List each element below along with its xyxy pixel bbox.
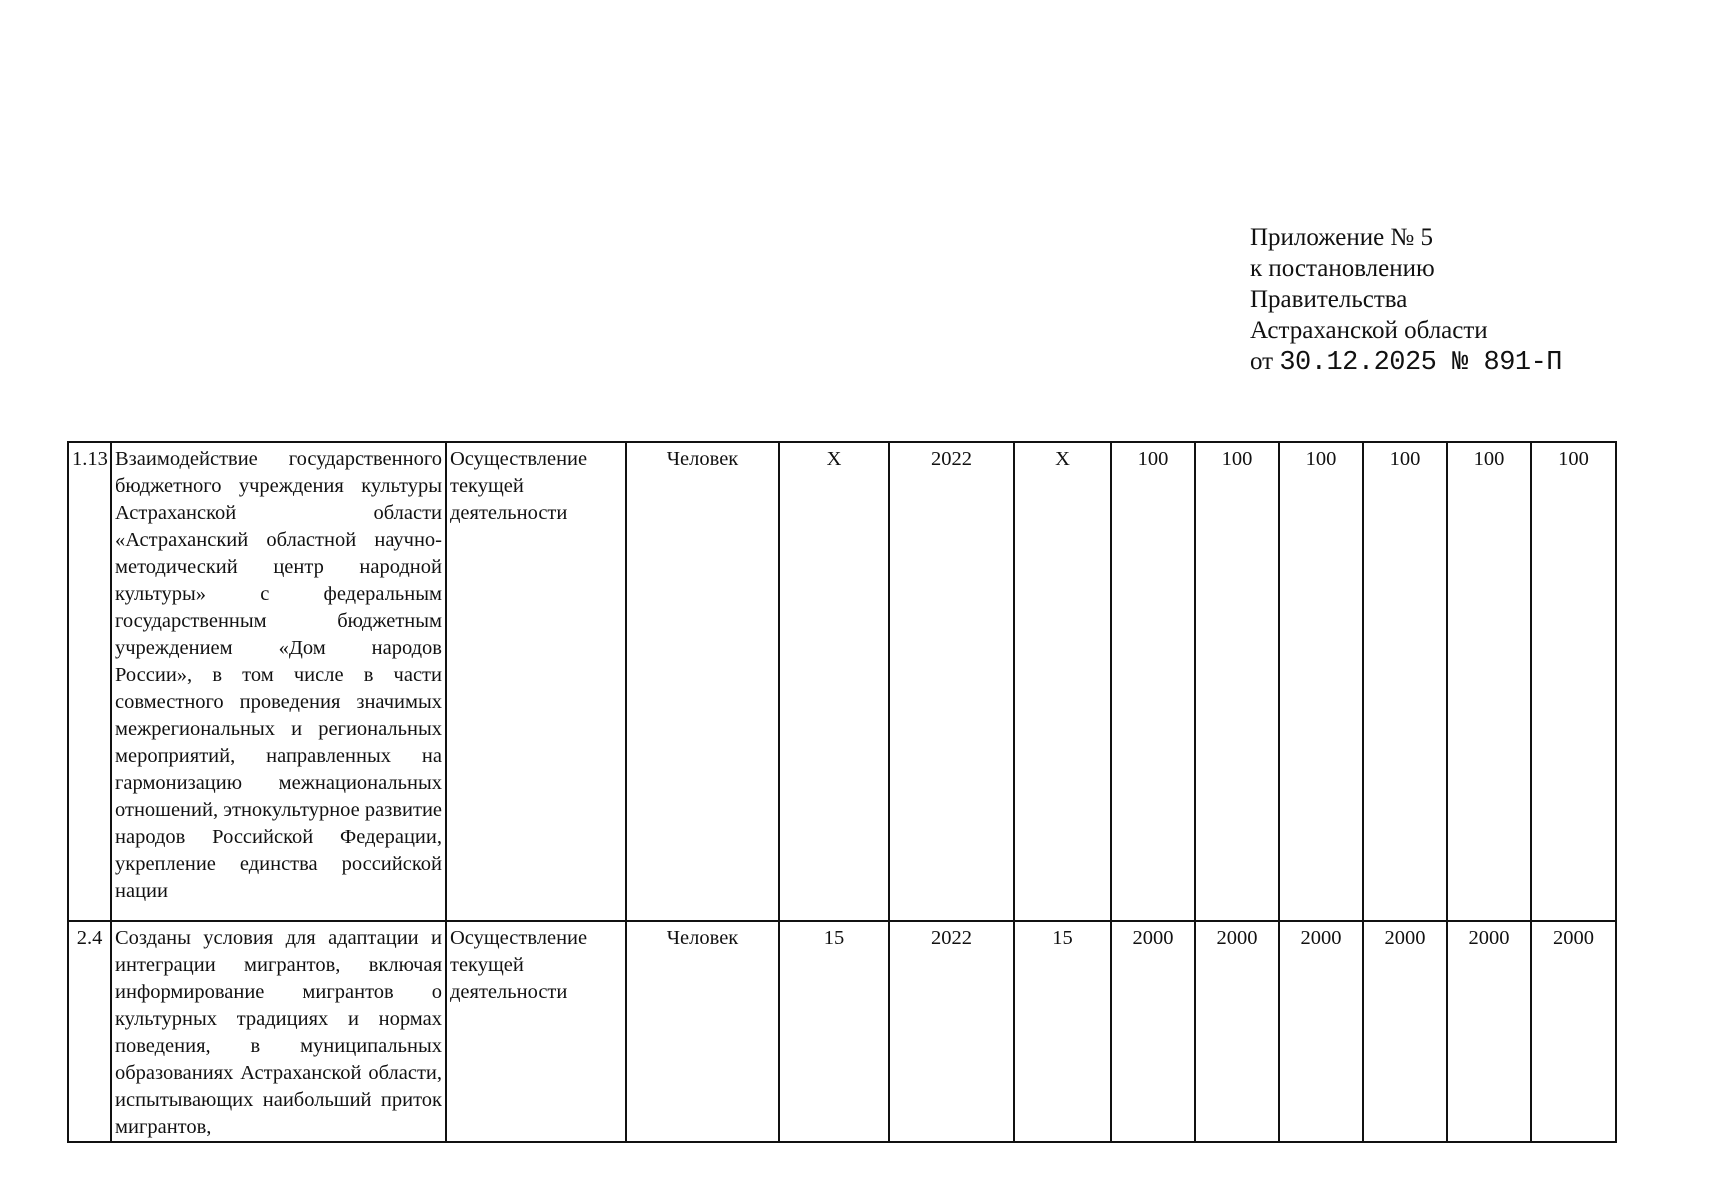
row-base-year: 2022	[889, 921, 1014, 1142]
table-row	[68, 442, 1616, 921]
row-value-current: 15	[1014, 921, 1111, 1142]
appendix-header	[1250, 222, 1562, 379]
row-value-3: 100	[1279, 442, 1363, 921]
row-base-year: 2022	[889, 442, 1014, 921]
row-value-3: 2000	[1279, 921, 1363, 1142]
indicators-table	[67, 441, 1617, 1143]
row-value-4: 100	[1363, 442, 1447, 921]
row-value-1: 100	[1111, 442, 1195, 921]
row-value-2: 2000	[1195, 921, 1279, 1142]
row-value-current: Х	[1014, 442, 1111, 921]
row-unit: Человек	[626, 442, 779, 921]
row-value-1: 2000	[1111, 921, 1195, 1142]
row-base-value: Х	[779, 442, 889, 921]
row-name	[111, 921, 446, 1142]
appendix-line-decree: к постановлению	[1250, 255, 1435, 282]
appendix-line-region: Астраханской области	[1250, 317, 1488, 344]
appendix-title: Приложение № 5	[1250, 224, 1434, 251]
appendix-line-government: Правительства	[1250, 286, 1408, 313]
row-base-value: 15	[779, 921, 889, 1142]
appendix-date-number: 30.12.2025 № 891-П	[1279, 348, 1563, 378]
row-value-6: 100	[1531, 442, 1616, 921]
row-number: 2.4	[68, 921, 111, 1142]
row-value-2: 100	[1195, 442, 1279, 921]
row-type: Осуществление текущей деятельности	[446, 442, 626, 921]
appendix-date-line	[1250, 346, 1562, 379]
row-name-text: Созданы условия для адаптации и интеграции мигрантов, включая информирование мигрантов о культурных традициях и нормах поведения, в муниципальных образованиях Астраханской области, испытывающих наибольший приток мигрантов,	[115, 927, 442, 1138]
row-value-5: 100	[1447, 442, 1531, 921]
appendix-date-prefix: от	[1250, 348, 1274, 375]
row-value-6: 2000	[1531, 921, 1616, 1142]
row-name	[111, 442, 446, 921]
row-type: Осуществление текущей деятельности	[446, 921, 626, 1142]
row-value-4: 2000	[1363, 921, 1447, 1142]
row-name-text: Взаимодействие государственного бюджетного учреждения культуры Астраханской области «Астраханский областной научно-методический центр народной культуры» с федеральным государственным бюджетным учреждением «Дом народов России», в том числе в части совместного проведения значимых межрегиональных и региональных мероприятий, направленных на гармонизацию межнациональных отношений, этнокультурное развитие народов Российской Федерации, укрепление единства российской нации	[115, 448, 443, 902]
row-unit: Человек	[626, 921, 779, 1142]
row-number: 1.13	[68, 442, 111, 921]
table-row	[68, 921, 1616, 1142]
row-value-5: 2000	[1447, 921, 1531, 1142]
